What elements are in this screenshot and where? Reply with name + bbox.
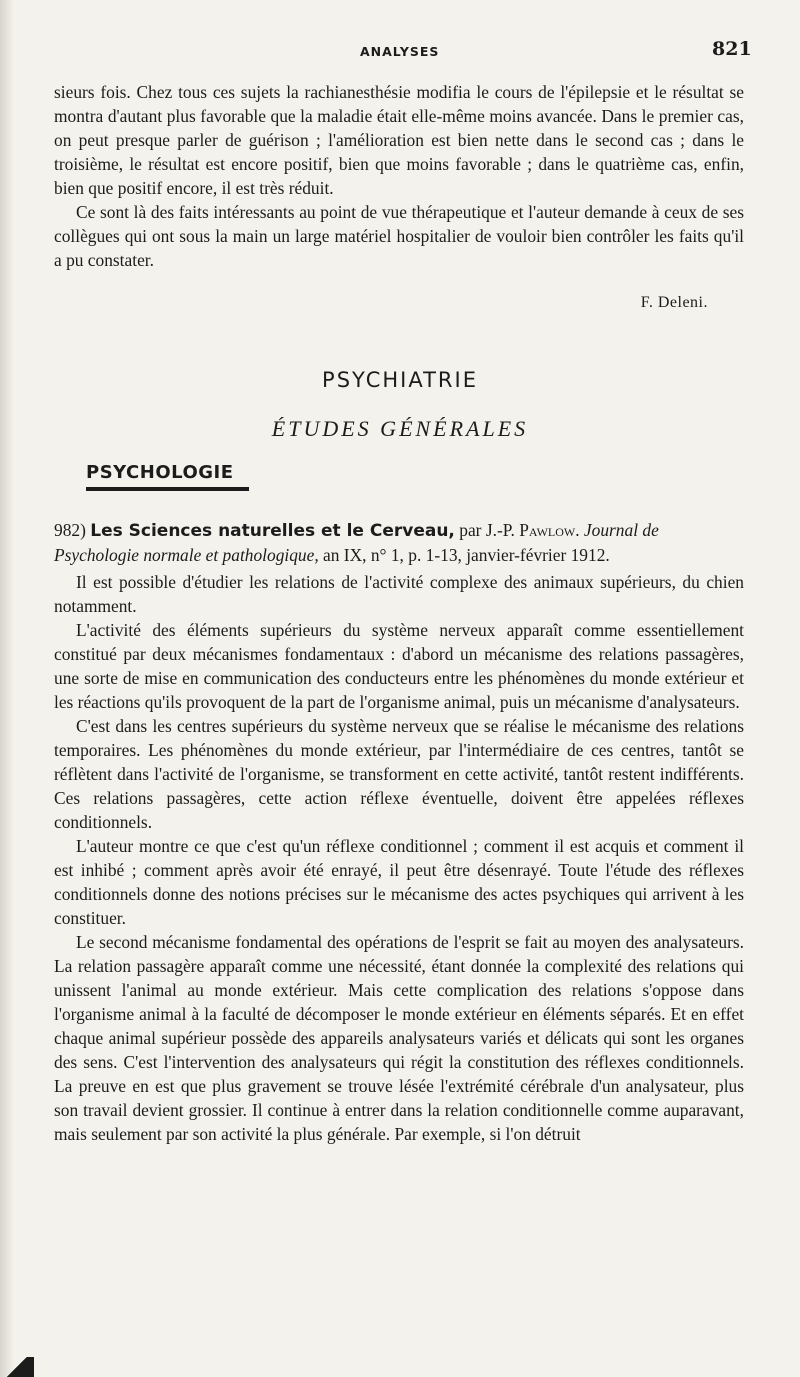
body-paragraph: Le second mécanisme fondamental des opérations de l'esprit se fait au moyen des analysateurs. La relation passagère apparaît comme une nécessité, étant donnée la complexité des relations qui unissent l'animal au monde extérieur. Mais cette complication des relations s'oppose dans l'organisme animal à la faculté de décomposer le monde extérieur en éléments séparés. Et en effet chaque animal supérieur possède des appareils analysateurs variés et délicats qui sont les organes des sens. C'est l'intervention des analysateurs qui régit la constitution des réflexes conditionnels. La preuve en est que plus gravement se trouve lésée l'extrémité cérébrale d'un analysateur, plus son travail devient grossier. Il continue à entrer dans la relation conditionnelle comme auparavant, mais seulement par son activité la plus générale. Par exemple, si l'on détruit: [54, 932, 744, 1144]
review-signature: F. Deleni.: [640, 294, 708, 311]
running-head: ANALYSES: [360, 44, 440, 59]
scan-corner-mark: [0, 1357, 34, 1377]
entry-journal: Journal de Psychologie normale et pathologique,: [54, 520, 659, 565]
intro-text: [54, 80, 744, 272]
entry-citation: an IX, n° 1, p. 1-13, janvier-février 1912.: [323, 545, 610, 565]
body-paragraph: Il est possible d'étudier les relations de l'activité complexe des animaux supérieurs, du chien notamment.: [54, 572, 744, 616]
entry-number: 982): [54, 520, 86, 540]
body-paragraph: L'activité des éléments supérieurs du système nerveux apparaît comme essentiellement constitué par deux mécanismes fondamentaux : d'abord un mécanisme des relations passagères, une sorte de mise en communication des conducteurs entre les phénomènes du monde extérieur et les réactions qu'ils provoquent de la part de l'organisme animal, puis un mécanisme d'analysateurs.: [54, 620, 744, 712]
entry-title: Les Sciences naturelles et le Cerveau,: [90, 521, 455, 541]
entry-by: par: [459, 520, 482, 540]
body-paragraph: C'est dans les centres supérieurs du système nerveux que se réalise le mécanisme des relations temporaires. Les phénomènes du monde extérieur, par l'intermédiaire de ces centres, tantôt se réflètent dans l'activité de l'organisme, se transforment en cette activité, tantôt restent indifférents. Ces relations passagères, cette action réflexe éventuelle, doivent être appelées réflexes conditionnels.: [54, 716, 744, 832]
entry-heading: [54, 518, 744, 567]
entry-author: J.-P. Pawlow.: [485, 520, 580, 540]
body-paragraph: L'auteur montre ce que c'est qu'un réflexe conditionnel ; comment il est acquis et comment il est inhibé ; comment après avoir été enrayé, il peut être désenrayé. Toute l'étude des réflexes conditionnels donne des notions précises sur le mécanisme des actes psychiques qui arrivent à les constituer.: [54, 836, 744, 928]
rubric-heading: PSYCHOLOGIE: [86, 462, 234, 483]
entry-heading-line: [54, 518, 744, 567]
scan-shadow-edge: [0, 0, 14, 1377]
intro-paragraph: sieurs fois. Chez tous ces sujets la rachianesthésie modifia le cours de l'épilepsie et le résultat se montra d'autant plus favorable que la maladie était elle-même moins avancée. Dans le premier cas, on peut presque parler de guérison ; l'amélioration est bien nette dans le second cas ; dans le troisième, le résultat est encore positif, bien que moins favorable ; dans le quatrième cas, enfin, bien que positif encore, il est très réduit.: [54, 82, 744, 198]
intro-paragraph: Ce sont là des faits intéressants au point de vue thérapeutique et l'auteur demande à ceux de ses collègues qui ont sous la main un large matériel hospitalier de vouloir bien contrôler les faits qu'il a pu constater.: [54, 202, 744, 270]
rubric-underline: [86, 487, 249, 491]
subsection-title: ÉTUDES GÉNÉRALES: [271, 416, 529, 441]
page-number: 821: [712, 38, 752, 60]
entry-body: [54, 570, 744, 1146]
section-title: PSYCHIATRIE: [322, 368, 478, 392]
